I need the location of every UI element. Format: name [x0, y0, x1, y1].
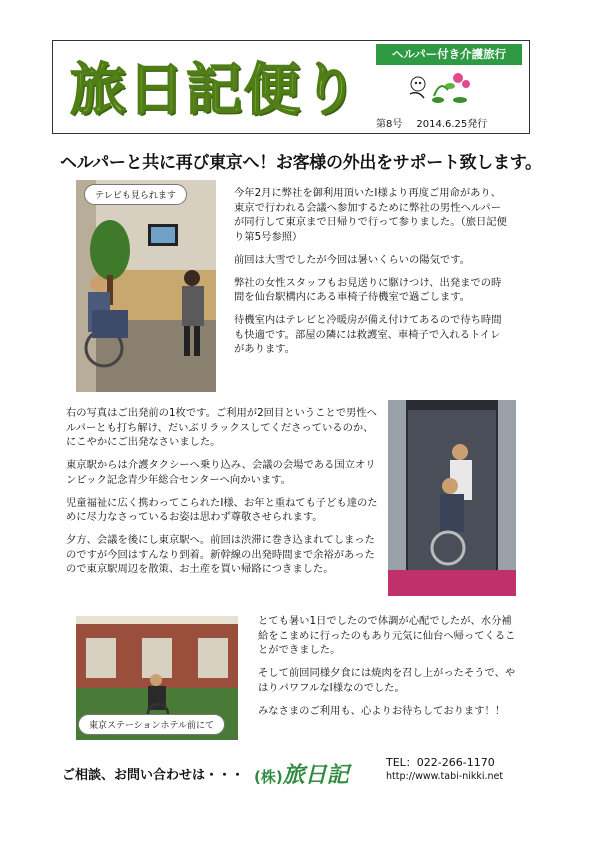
issue-number: 第8号: [376, 119, 403, 130]
company-prefix: (株): [254, 768, 283, 786]
hotel-caption: 東京ステーションホテル前にて: [78, 714, 225, 735]
paragraph: 児童福祉に広く携わってこられたI様、お年と重ねても子ども達のために尽力なさっているお姿は思わず尊敬させられます。: [66, 496, 378, 524]
paragraph: 夕方、会議を後にし東京駅へ。前回は渋滞に巻き込まれてしまったのですが今回はすんなり到着。新幹線の出発時間まで余裕があったので東京駅周辺を散策、お土産を買い帰路につきました。: [66, 534, 375, 576]
paragraph: そして前回同様夕食には焼肉を召し上がったそうで、やはりパワフルなI様なのでした。: [258, 667, 516, 694]
article-block-3: [258, 614, 520, 726]
article-block-1: [234, 186, 508, 365]
flower-mascot-icon: [404, 70, 474, 110]
waiting-room-photo: [76, 180, 216, 392]
paragraph: とても暑い1日でしたので体調が心配でしたが、水分補給をこまめに行ったのもあり元気に仙台へ帰ってくることができました。: [258, 615, 516, 657]
paragraph: 東京駅からは介護タクシーへ乗り込み、会議の会場である国立オリンピック記念青少年総合センターへ向かいます。: [66, 459, 376, 486]
paragraph: 右の写真はご出発前の1枚です。ご利用が2回目ということで男性ヘルパーとも打ち解け、だいぶリラックスしてくださっているのか、にこやかにご出発なさいました。: [66, 407, 377, 449]
article-headline: ヘルパーと共に再び東京へ！お客様の外出をサポート致します。: [60, 153, 542, 173]
website-url[interactable]: http://www.tabi-nikki.net: [386, 771, 504, 782]
service-tag: ヘルパー付き介護旅行: [376, 44, 522, 65]
train-boarding-photo: [388, 400, 516, 596]
inquiry-text: ご相談、お問い合わせは・・・: [62, 768, 245, 783]
company-name: 旅日記: [282, 763, 349, 788]
train-boarding-illustration: [388, 400, 516, 596]
paragraph: 待機室内はテレビと冷暖房が備え付けてあるので待ち時間も快適です。部屋の隣には救護室、車椅子で入れるトイレがあります。: [234, 314, 502, 356]
newsletter-title: 旅日記便り: [70, 57, 360, 123]
paragraph: みなさまのご利用も、心よりお待ちしております！！: [258, 704, 506, 717]
waiting-room-caption: テレビも見られます: [84, 184, 187, 205]
waiting-room-illustration: [76, 180, 216, 392]
issue-date: 2014.6.25発行: [416, 119, 488, 130]
company-logo: [254, 758, 349, 789]
issue-info: [376, 115, 487, 130]
paragraph: 前回は大雪でしたが今回は暑いくらいの陽気です。: [234, 253, 471, 266]
paragraph: 弊社の女性スタッフもお見送りに駆けつけ、出発までの時間を仙台駅構内にある車椅子待機室で過ごします。: [234, 276, 502, 304]
paragraph: 今年2月に弊社を御利用頂いたI様より再度ご用命があり、東京で行われる会議へ参加するために弊社の男性ヘルパーが同行して東京まで日帰りで行って参りました。（旅日記便り第5号参照）: [234, 187, 507, 244]
phone-number: TEL：022-266-1170: [386, 756, 495, 769]
article-block-2: [66, 406, 380, 585]
